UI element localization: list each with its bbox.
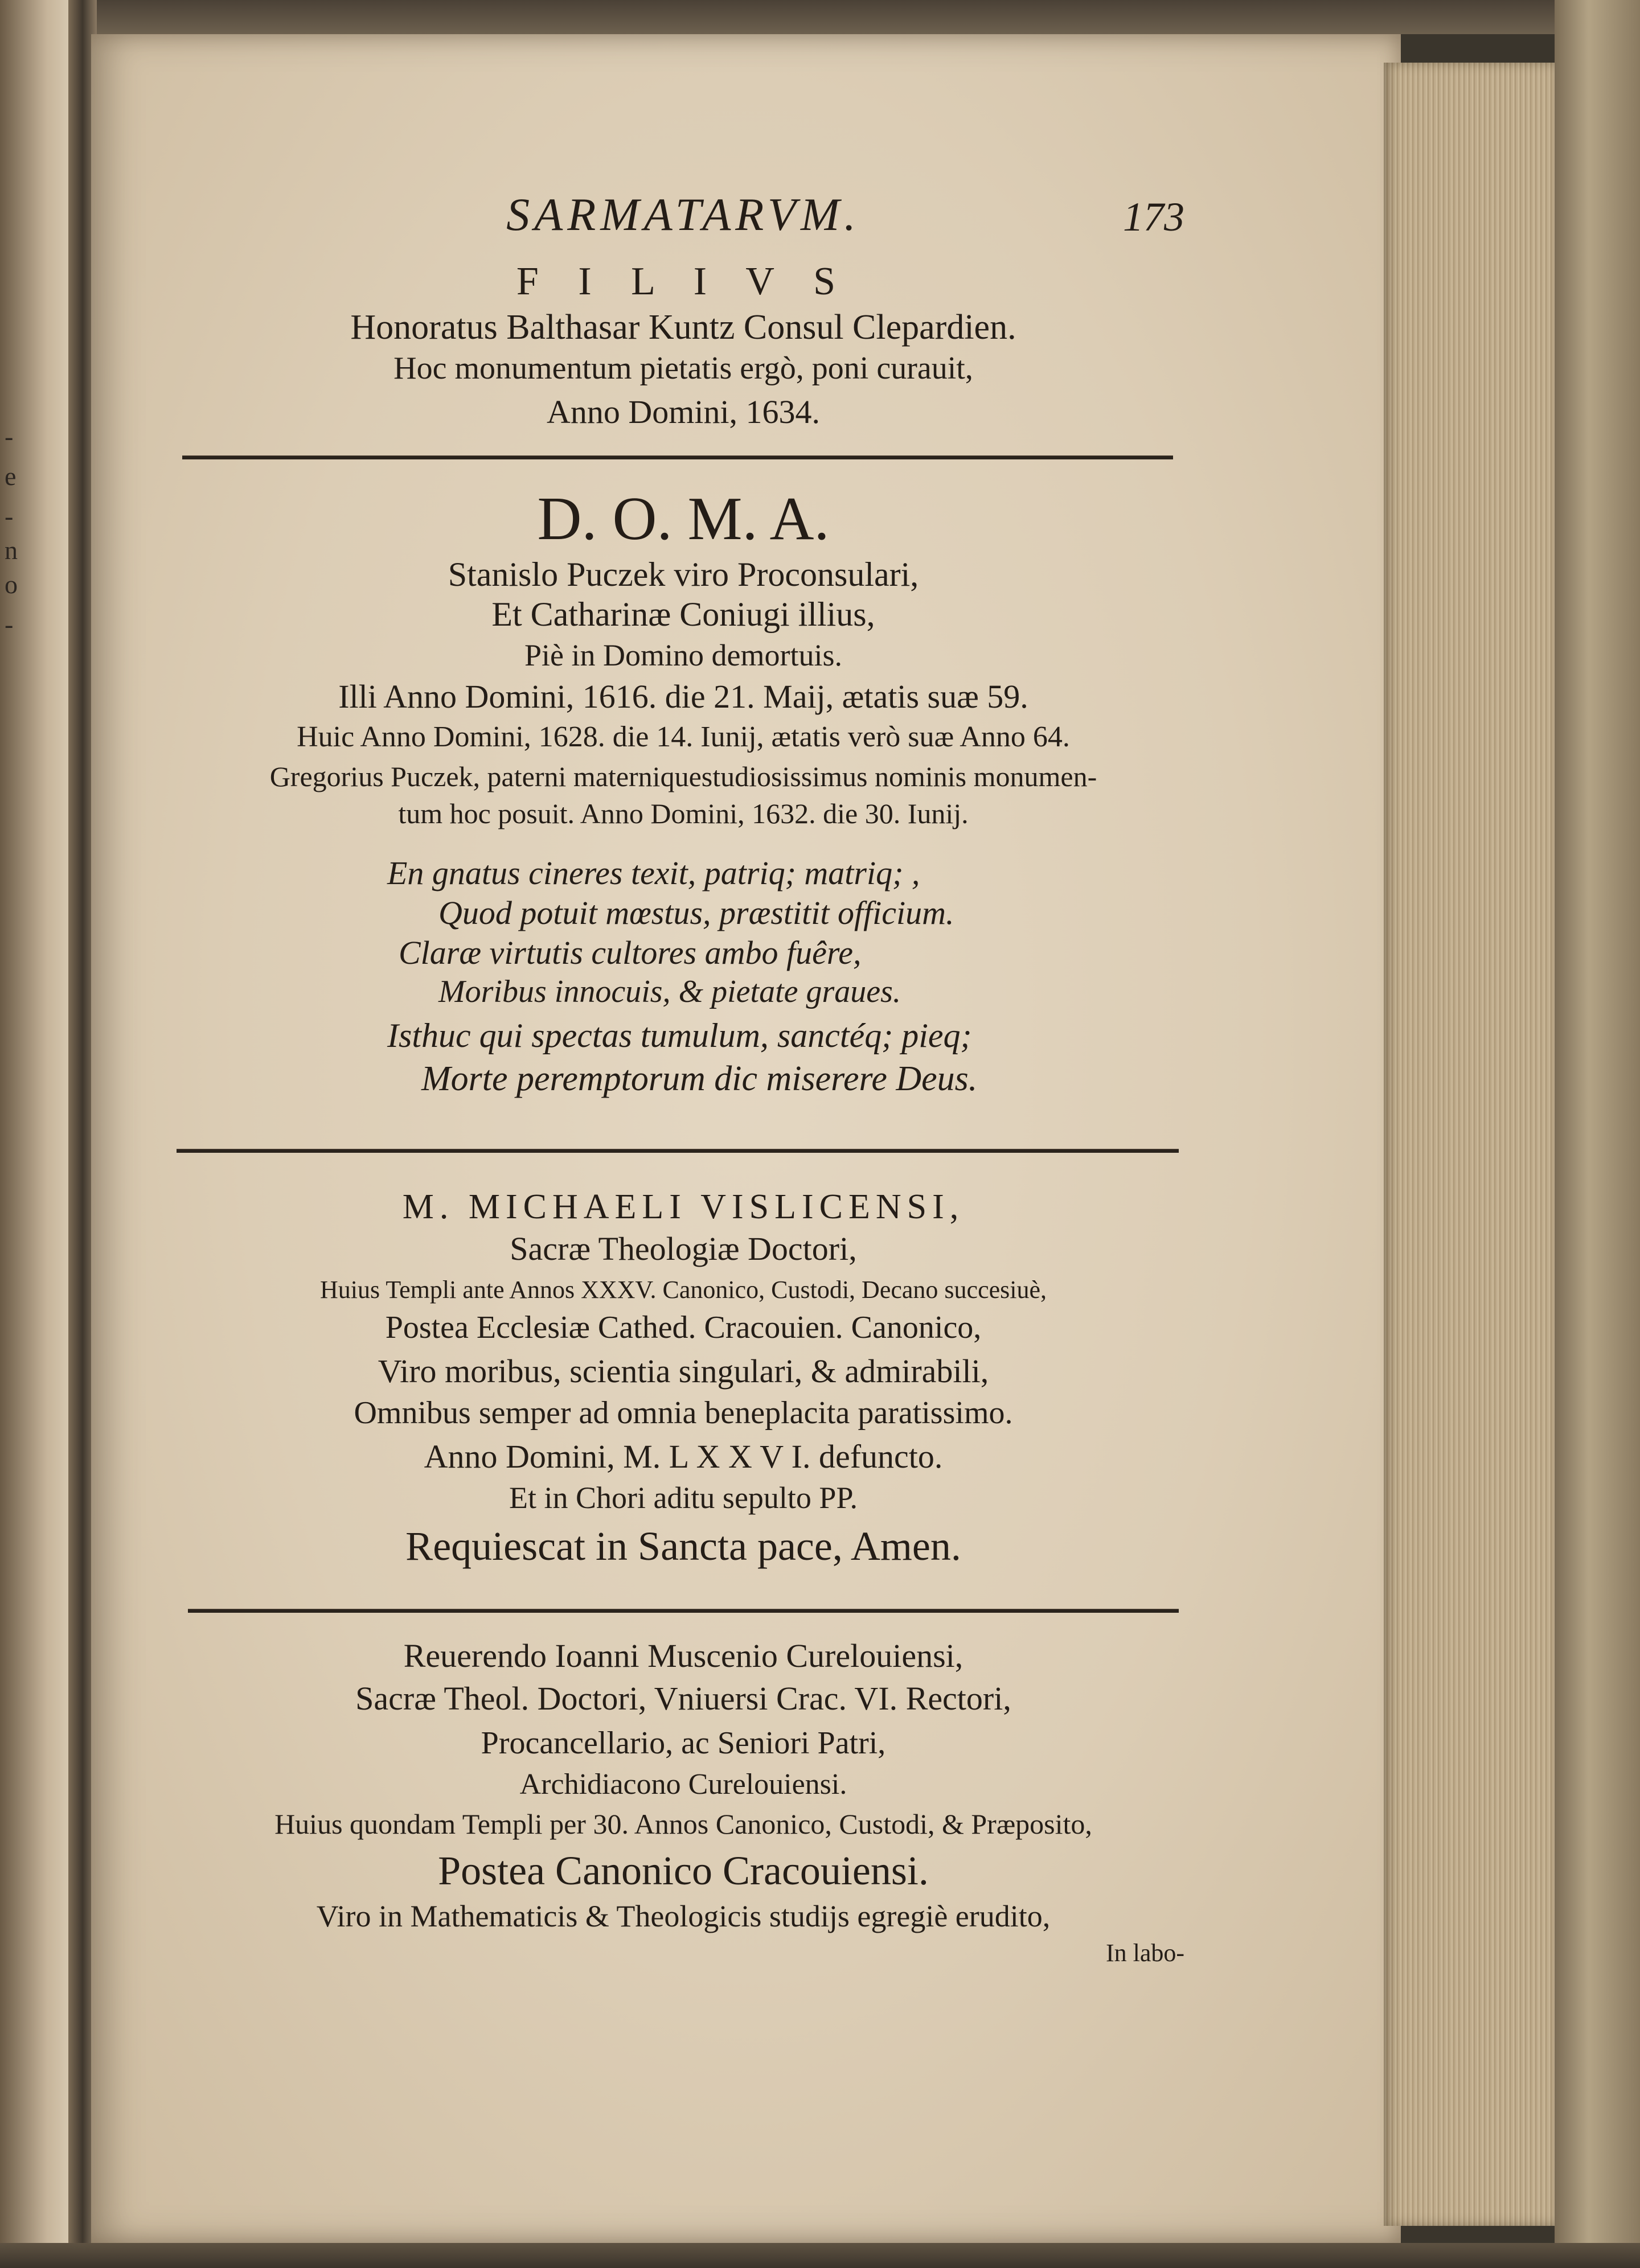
epitaph-3-line: Et in Chori aditu sepulto PP. (509, 1481, 858, 1515)
verse-line: Isthuc qui spectas tumulum, sanctéq; pieq; (387, 1017, 972, 1054)
epitaph-3-closing: Requiescat in Sancta pace, Amen. (405, 1523, 961, 1569)
epitaph-4-line: Reuerendo Ioanni Muscenio Curelouiensi, (403, 1637, 964, 1674)
epitaph-4-line: Postea Canonico Cracouiensi. (438, 1848, 929, 1893)
epitaph-2-line: tum hoc posuit. Anno Domini, 1632. die 30. Iunij. (398, 798, 969, 829)
section-divider (182, 455, 1173, 459)
verse-line: Claræ virtutis cultores ambo fuêre, (399, 934, 862, 971)
section-divider (188, 1609, 1179, 1613)
epitaph-2-line: Et Catharinæ Coniugi illius, (491, 595, 875, 633)
epitaph-3-name: M. MICHAELI VISLICENSI, (402, 1188, 965, 1226)
left-margin-fragment: - (5, 422, 14, 451)
epitaph-3-line: Anno Domini, M. L X X V I. defuncto. (424, 1438, 943, 1475)
epitaph-1-filius: F I L I V S (516, 260, 851, 303)
epitaph-2-line: Piè in Domino demortuis. (524, 638, 842, 672)
verse-line: Morte peremptorum dic miserere Deus. (421, 1059, 978, 1098)
verse-line: Quod potuit mœstus, præstitit officium. (438, 894, 954, 931)
epitaph-3-line: Sacræ Theologiæ Doctori, (510, 1230, 857, 1267)
left-margin-fragment: - (5, 502, 14, 531)
left-margin-fragment: e (5, 462, 17, 491)
epitaph-2-heading: D. O. M. A. (537, 485, 830, 553)
epitaph-3-line: Postea Ecclesiæ Cathed. Cracouien. Canonico, (385, 1310, 982, 1345)
section-divider (177, 1149, 1179, 1153)
epitaph-4-line: Archidiacono Curelouiensi. (519, 1768, 847, 1801)
epitaph-1-line: Honoratus Balthasar Kuntz Consul Clepardien. (350, 308, 1016, 347)
verse-line: Moribus innocuis, & pietate graues. (438, 974, 901, 1009)
epitaph-3-line: Omnibus semper ad omnia beneplacita paratissimo. (354, 1395, 1013, 1431)
left-margin-fragment: o (5, 570, 18, 599)
page-number: 173 (1123, 194, 1184, 240)
epitaph-4-line: Viro in Mathematicis & Theologicis studijs egregiè erudito, (316, 1899, 1051, 1933)
running-head: SARMATARVM. (506, 188, 860, 240)
epitaph-3-line: Viro moribus, scientia singulari, & admirabili, (378, 1353, 989, 1390)
epitaph-2-line: Huic Anno Domini, 1628. die 14. Iunij, ætatis verò suæ Anno 64. (297, 721, 1070, 753)
left-margin-fragment: n (5, 536, 18, 565)
left-margin-fragment: - (5, 610, 14, 639)
epitaph-2-line: Gregorius Puczek, paterni materniquestudiosissimus nominis monumen- (269, 761, 1097, 792)
epitaph-2-line: Stanislo Puczek viro Proconsulari, (448, 556, 919, 593)
epitaph-1-line: Anno Domini, 1634. (546, 393, 821, 430)
epitaph-4-line: Procancellario, ac Seniori Patri, (481, 1725, 886, 1761)
epitaph-3-line: Huius Templi ante Annos XXXV. Canonico, Custodi, Decano succesiuè, (319, 1276, 1047, 1304)
epitaph-1-line: Hoc monumentum pietatis ergò, poni curauit, (393, 351, 973, 386)
epitaph-4-line: Huius quondam Templi per 30. Annos Canonico, Custodi, & Præposito, (274, 1808, 1092, 1840)
catchword: In labo- (1105, 1939, 1184, 1967)
epitaph-2-line: Illi Anno Domini, 1616. die 21. Maij, ætatis suæ 59. (338, 678, 1028, 715)
verse-line: En gnatus cineres texit, patriq; matriq; , (387, 854, 920, 891)
epitaph-4-line: Sacræ Theol. Doctori, Vniuersi Crac. VI. Rectori, (355, 1680, 1011, 1717)
